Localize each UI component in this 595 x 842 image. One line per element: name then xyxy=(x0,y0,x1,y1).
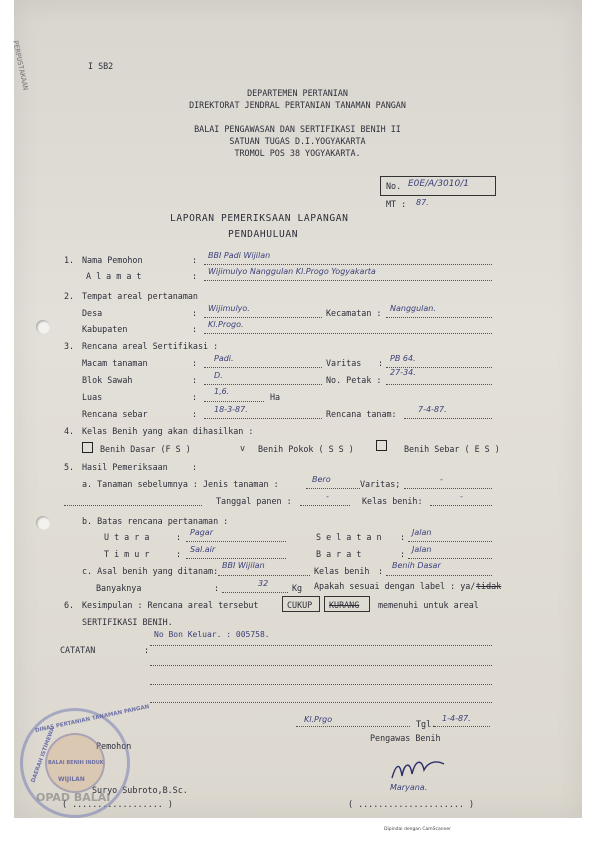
colon: : xyxy=(176,549,182,559)
benih-dasar-label: Benih Dasar (F S ) xyxy=(100,444,191,454)
catatan-label: CATATAN xyxy=(60,645,96,655)
s2-label: Tempat areal pertanaman xyxy=(82,291,198,301)
dotted-line xyxy=(404,418,492,419)
tidak-strike: tidak xyxy=(476,581,502,591)
s4-number: 4. xyxy=(64,426,75,436)
colon: : xyxy=(192,392,198,402)
kecamatan-value: Nanggulan. xyxy=(390,304,436,313)
dotted-line xyxy=(204,384,322,385)
petak-value: 27-34. xyxy=(390,368,416,377)
memenuhi-label: memenuhi untuk areal xyxy=(378,600,479,610)
a-kelas-label: Kelas benih: xyxy=(362,496,423,506)
macam-label: Macam tanaman xyxy=(82,358,148,368)
kabupaten-value: Kl.Progo. xyxy=(208,320,244,329)
timur-value: Sal.air xyxy=(190,545,216,554)
dotted-line xyxy=(300,505,350,506)
varitas-value: PB 64. xyxy=(390,354,416,363)
s5-number: 5. xyxy=(64,462,75,472)
s5-label: Hasil Pemeriksaan xyxy=(82,462,168,472)
dotted-line xyxy=(186,558,286,559)
dotted-line xyxy=(204,401,264,402)
ref-no-label: No. xyxy=(386,181,402,191)
tromol-address: TROMOL POS 38 YOGYAKARTA. xyxy=(234,148,361,158)
alamat-label: A l a m a t xyxy=(86,271,142,281)
dotted-line xyxy=(150,645,492,646)
a-varitas-label: Varitas; xyxy=(360,479,401,489)
pemohon-label: Nama Pemohon xyxy=(82,255,143,265)
sign-place: Kl.Prgo xyxy=(304,715,333,724)
mt-value: 87. xyxy=(416,198,429,207)
varitas-label: Varitas xyxy=(326,358,362,368)
colon: : xyxy=(176,532,182,542)
barat-label: B a r a t xyxy=(316,549,362,559)
dotted-line xyxy=(306,488,360,489)
desa-value: Wijimulyo. xyxy=(208,304,250,313)
macam-value: Padi. xyxy=(214,354,234,363)
pemohon-name-field: ( .................. ) xyxy=(62,799,173,809)
dotted-line xyxy=(218,575,310,576)
timur-label: T i m u r xyxy=(104,549,150,559)
dept-name: DEPARTEMEN PERTANIAN xyxy=(247,88,348,98)
dotted-line xyxy=(204,280,492,281)
form-code: I SB2 xyxy=(88,61,114,71)
barat-value: Jalan xyxy=(412,545,432,554)
pemohon-sign-label: Pemohon xyxy=(96,741,132,751)
colon: : xyxy=(144,645,150,655)
dotted-line xyxy=(150,702,492,703)
banyaknya-value: 32 xyxy=(258,579,269,588)
stamp-mid-text: BALAI BENIH INDUK xyxy=(48,760,104,766)
s3-number: 3. xyxy=(64,341,75,351)
dotted-line xyxy=(64,505,202,506)
colon: : xyxy=(400,549,406,559)
stamp-bottom-text: WIJILAN xyxy=(58,776,85,783)
punch-hole xyxy=(36,516,50,530)
balai-name: BALAI PENGAWASAN DAN SERTIFIKASI BENIH II xyxy=(194,124,401,134)
pemohon-name: Suryo Subroto,B.Sc. xyxy=(92,785,188,795)
asal-benih-label: c. Asal benih yang ditanam: xyxy=(82,566,219,576)
dotted-line xyxy=(408,558,492,559)
tanggal-panen-value: - xyxy=(326,492,329,501)
satgas-name: SATUAN TUGAS D.I.YOGYAKARTA xyxy=(229,136,366,146)
colon: : xyxy=(400,532,406,542)
sebar-value: 18-3-87. xyxy=(214,405,248,414)
dotted-line xyxy=(150,684,492,685)
dotted-line xyxy=(430,505,492,506)
sertifikasi-label: SERTIFIKASI BENIH. xyxy=(82,617,173,627)
directorate-name: DIREKTORAT JENDRAL PERTANIAN TANAMAN PANGAN xyxy=(189,100,406,110)
sign-date: 1-4-87. xyxy=(442,714,471,723)
pengawas-name: Maryana. xyxy=(390,783,428,792)
sebar-label: Rencana sebar xyxy=(82,409,148,419)
colon: : xyxy=(192,375,198,385)
jenis-tanaman-value: Bero xyxy=(312,475,331,484)
benih-pokok-mark: v xyxy=(240,443,246,453)
luas-label: Luas xyxy=(82,392,103,402)
benih-sebar-checkbox[interactable] xyxy=(376,440,387,451)
dotted-line xyxy=(386,317,492,318)
colon: : xyxy=(192,462,198,472)
s4-label: Kelas Benih yang akan dihasilkan : xyxy=(82,426,254,436)
punch-hole xyxy=(36,320,50,334)
colon: : xyxy=(192,358,198,368)
dotted-line xyxy=(222,592,288,593)
dotted-line xyxy=(408,541,492,542)
dotted-line xyxy=(296,726,410,727)
kg-unit: Kg xyxy=(292,583,303,593)
colon: : xyxy=(192,308,198,318)
blok-value: D. xyxy=(214,371,223,380)
benih-sebar-label: Benih Sebar ( E S ) xyxy=(404,444,500,454)
tanam-value: 7-4-87. xyxy=(418,405,447,414)
tanam-label: Rencana tanam: xyxy=(326,409,397,419)
alamat-value: Wijimulyo Nanggulan Kl.Progo Yogyakarta xyxy=(208,267,376,276)
ha-unit: Ha xyxy=(270,392,281,402)
pengawas-label: Pengawas Benih xyxy=(370,733,441,743)
colon: : xyxy=(192,409,198,419)
a-kelas-value: - xyxy=(460,492,463,501)
colon: : xyxy=(192,324,198,334)
dotted-line xyxy=(204,317,322,318)
mt-label: MT : xyxy=(386,199,407,209)
tgl-label: Tgl. xyxy=(416,719,437,729)
stamp-left-text: DAERAH ISTIMEWA xyxy=(30,726,57,784)
kurang-label: KURANG xyxy=(329,600,360,610)
colon: : xyxy=(214,583,220,593)
selatan-value: Jalan xyxy=(412,528,432,537)
s6-number: 6. xyxy=(64,600,75,610)
benih-dasar-checkbox[interactable] xyxy=(82,442,93,453)
signature-pengawas xyxy=(388,754,448,784)
kecamatan-label: Kecamatan : xyxy=(326,308,382,318)
benih-pokok-label: Benih Pokok ( S S ) xyxy=(258,444,354,454)
pemohon-value: BBI Padi Wijilan xyxy=(208,251,271,260)
luas-value: 1,6. xyxy=(214,387,230,396)
a-varitas-value: - xyxy=(440,475,443,484)
kelas-benih-label: Kelas benih xyxy=(314,566,370,576)
colon: : xyxy=(378,566,384,576)
kabupaten-label: Kabupaten xyxy=(82,324,128,334)
kesimpulan-label: Kesimpulan : Rencana areal tersebut xyxy=(82,600,259,610)
kelas-benih-value: Benih Dasar xyxy=(392,561,441,570)
s2-number: 2. xyxy=(64,291,75,301)
tanaman-sebelumnya-label: a. Tanaman sebelumnya : Jenis tanaman : xyxy=(82,479,279,489)
report-title: LAPORAN PEMERIKSAAN LAPANGAN xyxy=(170,213,349,224)
asal-benih-value: BBI Wijilan xyxy=(222,561,265,570)
utara-value: Pagar xyxy=(190,528,213,537)
catatan-value: No Bon Keluar. : 005758. xyxy=(154,630,270,639)
pengawas-name-field: ( ..................... ) xyxy=(348,799,475,809)
dotted-line xyxy=(204,418,322,419)
dotted-line xyxy=(386,384,492,385)
dotted-line xyxy=(186,541,286,542)
selatan-label: S e l a t a n xyxy=(316,532,382,542)
margin-note: PERPUSTAKAAN xyxy=(11,39,30,91)
dotted-line xyxy=(204,367,322,368)
s1-number: 1. xyxy=(64,255,75,265)
utara-label: U t a r a xyxy=(104,532,150,542)
banyaknya-label: Banyaknya xyxy=(96,583,142,593)
colon: : xyxy=(192,255,198,265)
ref-no-value: E0E/A/3010/1 xyxy=(408,179,469,189)
blok-label: Blok Sawah xyxy=(82,375,133,385)
dotted-line xyxy=(204,333,492,334)
colon: : xyxy=(378,358,384,368)
desa-label: Desa xyxy=(82,308,103,318)
tanggal-panen-label: Tanggal panen : xyxy=(216,496,292,506)
watermark: OPAD BALAI xyxy=(36,791,111,804)
dotted-line xyxy=(204,264,492,265)
batas-label: b. Batas rencana pertanaman : xyxy=(82,516,229,526)
dotted-line xyxy=(434,726,490,727)
stamp-top-text: DINAS PERTANIAN TANAMAN PANGAN xyxy=(34,703,150,735)
cukup-label: CUKUP xyxy=(287,600,313,610)
colon: : xyxy=(192,271,198,281)
petak-label: No. Petak : xyxy=(326,375,382,385)
scanner-footer: Dipindai dengan CamScanner xyxy=(384,827,452,832)
dotted-line xyxy=(386,575,492,576)
sesuai-label: Apakah sesuai dengan label : ya/ xyxy=(314,581,476,591)
s3-label: Rencana areal Sertifikasi : xyxy=(82,341,219,351)
report-subtitle: PENDAHULUAN xyxy=(228,229,299,240)
dotted-line xyxy=(150,665,492,666)
dotted-line xyxy=(404,488,492,489)
